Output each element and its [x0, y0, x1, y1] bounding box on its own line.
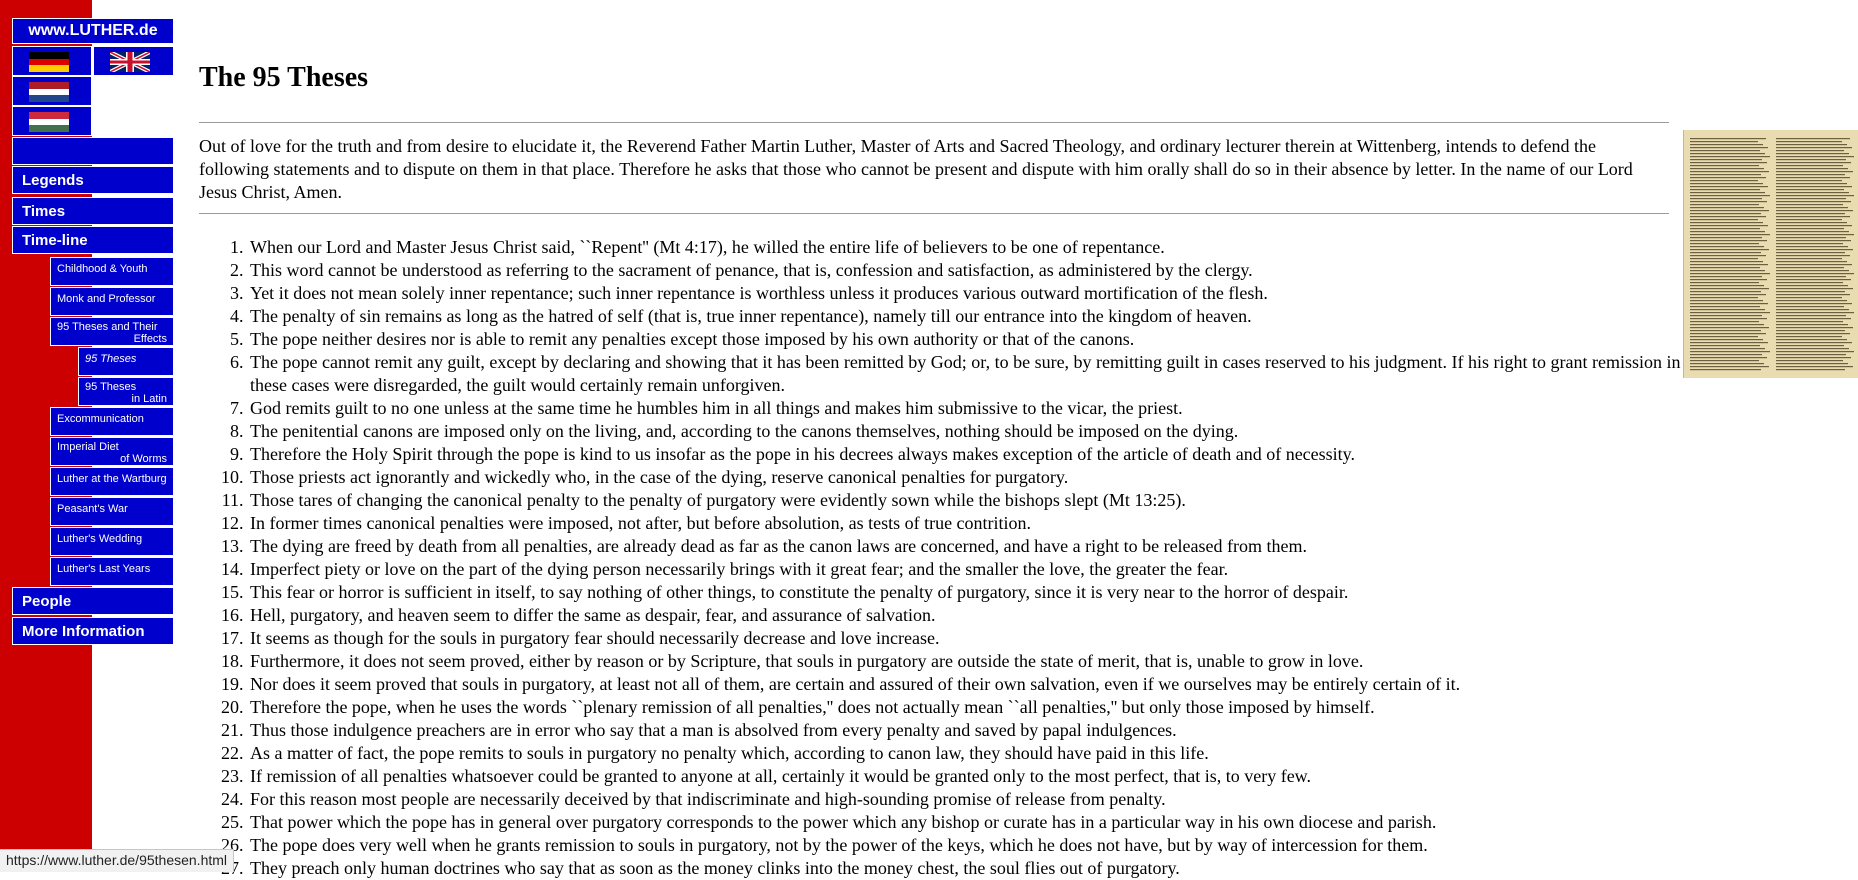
nav-spacer	[12, 137, 174, 165]
nav-95-theses-latin[interactable]	[78, 377, 174, 406]
thesis-item: 14. Imperfect piety or love on the part of the dying person necessarily brings with it great fear; and the smaller the love, the greater the fear.	[248, 558, 1718, 581]
thesis-item: 17. It seems as though for the souls in purgatory fear should necessarily decrease and love increase.	[248, 627, 1718, 650]
document-thumbnail-icon	[1684, 130, 1858, 378]
nav-diet-line2: of Worms	[120, 453, 167, 465]
nav-peasants-war[interactable]: Peasant's War	[50, 497, 174, 526]
flag-german-button[interactable]	[12, 46, 92, 76]
flag-english-button[interactable]	[93, 46, 174, 76]
nav-95-theses[interactable]: 95 Theses	[78, 347, 174, 376]
nav-people[interactable]: People	[12, 587, 174, 615]
theses-document-image[interactable]	[1683, 130, 1858, 378]
nav-monk-professor[interactable]: Monk and Professor	[50, 287, 174, 316]
thesis-item: 22. As a matter of fact, the pope remits to souls in purgatory no penalty which, according to canon law, they should have paid in this life.	[248, 742, 1718, 765]
nav-theses-effects-line1: 95 Theses and Their	[57, 321, 158, 333]
nav-more-information[interactable]: More Information	[12, 617, 174, 645]
nav-wedding[interactable]: Luther's Wedding	[50, 527, 174, 556]
hungarian-flag-icon	[29, 112, 69, 132]
nav-childhood[interactable]: Childhood & Youth	[50, 257, 174, 286]
nav-imperial-diet[interactable]	[50, 437, 174, 466]
nav-last-years[interactable]: Luther's Last Years	[50, 557, 174, 586]
divider-top	[199, 122, 1669, 123]
thesis-item: 19. Nor does it seem proved that souls in purgatory, at least not all of them, are certain and assured of their own salvation, even if we ourselves may be entirely certain of it.	[248, 673, 1718, 696]
thesis-item: 12. In former times canonical penalties were imposed, not after, but before absolution, as tests of true contrition.	[248, 512, 1718, 535]
thesis-item: 7. God remits guilt to no one unless at the same time he humbles him in all things and makes him submissive to the vicar, the priest.	[248, 397, 1718, 420]
thesis-item: 3. Yet it does not mean solely inner repentance; such inner repentance is worthless unless it produces various outward mortification of the flesh.	[248, 282, 1718, 305]
nav-latin-line1: 95 Theses	[85, 381, 137, 393]
site-title-link[interactable]: www.LUTHER.de	[12, 18, 174, 44]
sidebar-nav	[0, 0, 180, 872]
thesis-item: 27. They preach only human doctrines who say that as soon as the money clinks into the money chest, the soul flies out of purgatory.	[248, 857, 1718, 880]
thesis-item: 11. Those tares of changing the canonical penalty to the penalty of purgatory were evidently sown while the bishops slept (Mt 13:25).	[248, 489, 1718, 512]
nav-latin-line2: in Latin	[131, 393, 167, 405]
nav-theses-effects-line2: Effects	[133, 333, 167, 345]
thesis-item: 5. The pope neither desires nor is able to remit any penalties except those imposed by his own authority or that of the canons.	[248, 328, 1718, 351]
thesis-item: 20. Therefore the pope, when he uses the words ``plenary remission of all penalties,'' does not actually mean ``all penalties,'' but only those imposed by himself.	[248, 696, 1718, 719]
intro-paragraph: Out of love for the truth and from desire to elucidate it, the Reverend Father Martin Luther, Master of Arts and Sacred Theology, and ordinary lecturer therein at Wittenberg, intends to defend the following statements and to dispute on them in that place. Therefore he asks that those who cannot be present and dispute with him orally shall do so in their absence by letter. In the name of our Lord Jesus Christ, Amen.	[199, 136, 1633, 202]
theses-list	[199, 236, 1718, 880]
thesis-item: 23. If remission of all penalties whatsoever could be granted to anyone at all, certainly it would be granted only to the most perfect, that is, to very few.	[248, 765, 1718, 788]
german-flag-icon	[29, 52, 69, 72]
status-bar-url: https://www.luther.de/95thesen.html	[0, 849, 234, 872]
nav-wartburg[interactable]: Luther at the Wartburg	[50, 467, 174, 496]
thesis-item: 2. This word cannot be understood as referring to the sacrament of penance, that is, confession and satisfaction, as administered by the clergy.	[248, 259, 1718, 282]
thesis-item: 21. Thus those indulgence preachers are in error who say that a man is absolved from every penalty and saved by papal indulgences.	[248, 719, 1718, 742]
nav-legends[interactable]: Legends	[12, 166, 174, 194]
divider-bottom	[199, 213, 1669, 214]
nav-diet-line1: Imperial Diet	[57, 441, 119, 453]
english-flag-icon	[110, 52, 150, 72]
nav-excommunication[interactable]: Excommunication	[50, 407, 174, 436]
thesis-item: 18. Furthermore, it does not seem proved, either by reason or by Scripture, that souls in purgatory are outside the state of merit, that is, unable to grow in love.	[248, 650, 1718, 673]
thesis-item: 9. Therefore the Holy Spirit through the pope is kind to us insofar as the pope in his decrees always makes exception of the article of death and of necessity.	[248, 443, 1718, 466]
nav-timeline[interactable]: Time-line	[12, 226, 174, 254]
nav-theses-effects[interactable]	[50, 317, 174, 346]
thesis-item: 4. The penalty of sin remains as long as the hatred of self (that is, true inner repentance), namely till our entrance into the kingdom of heaven.	[248, 305, 1718, 328]
thesis-item: 10. Those priests act ignorantly and wickedly who, in the case of the dying, reserve canonical penalties for purgatory.	[248, 466, 1718, 489]
thesis-item: 1. When our Lord and Master Jesus Christ said, ``Repent'' (Mt 4:17), he willed the entire life of believers to be one of repentance.	[248, 236, 1718, 259]
dutch-flag-icon	[29, 82, 69, 102]
thesis-item: 16. Hell, purgatory, and heaven seem to differ the same as despair, fear, and assurance of salvation.	[248, 604, 1718, 627]
thesis-item: 24. For this reason most people are necessarily deceived by that indiscriminate and high-sounding promise of release from penalty.	[248, 788, 1718, 811]
thesis-item: 13. The dying are freed by death from all penalties, are already dead as far as the canon laws are concerned, and have a right to be released from them.	[248, 535, 1718, 558]
flag-dutch-button[interactable]	[12, 76, 92, 106]
thesis-item: 26. The pope does very well when he grants remission to souls in purgatory, not by the power of the keys, which he does not have, but by way of intercession for them.	[248, 834, 1718, 857]
thesis-item: 6. The pope cannot remit any guilt, except by declaring and showing that it has been remitted by God; or, to be sure, by remitting guilt in cases reserved to his judgment. If his right to grant remission in these cases were disregarded, the guilt would certainly remain unforgiven.	[248, 351, 1718, 397]
nav-times[interactable]: Times	[12, 197, 174, 225]
thesis-item: 8. The penitential canons are imposed only on the living, and, according to the canons themselves, nothing should be imposed on the dying.	[248, 420, 1718, 443]
thesis-item: 15. This fear or horror is sufficient in itself, to say nothing of other things, to constitute the penalty of purgatory, since it is very near to the horror of despair.	[248, 581, 1718, 604]
page-title: The 95 Theses	[199, 62, 369, 93]
thesis-item: 25. That power which the pope has in general over purgatory corresponds to the power which any bishop or curate has in a particular way in his own diocese and parish.	[248, 811, 1718, 834]
flag-hungarian-button[interactable]	[12, 106, 92, 136]
